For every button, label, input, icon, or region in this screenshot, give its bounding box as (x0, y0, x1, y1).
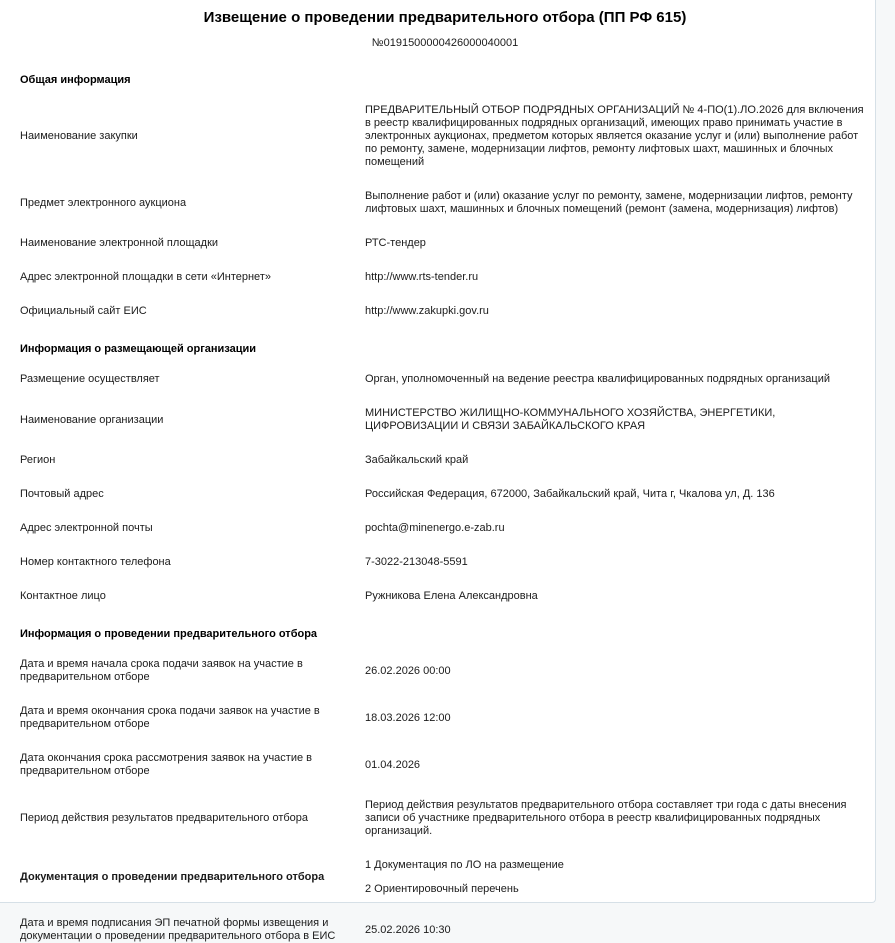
row-label: Контактное лицо (20, 590, 106, 602)
info-row (20, 752, 870, 778)
row-value (365, 759, 870, 772)
info-row (20, 407, 870, 433)
row-value (365, 590, 870, 603)
row-value-text: МИНИСТЕРСТВО ЖИЛИЩНО-КОММУНАЛЬНОГО ХОЗЯЙСТВА, ЭНЕРГЕТИКИ, ЦИФРОВИЗАЦИИ И СВЯЗИ ЗАБАЙКАЛЬСКОГО КРАЯ (365, 407, 776, 432)
info-row (20, 859, 870, 896)
section-rows (20, 658, 870, 943)
row-value (365, 859, 870, 896)
row-value-text: ПРЕДВАРИТЕЛЬНЫЙ ОТБОР ПОДРЯДНЫХ ОРГАНИЗАЦИЙ № 4-ПО(1).ЛО.2026 для включения в реестр квалифицированных подрядных организаций, имеющих право принимать участие в электронных аукционах, предметом которых является оказание услуг и (или) выполнение работ по ремонту, замене, модернизации лифтов, ремонту лифтовых шахт, машинных и блочных помещений (365, 104, 864, 168)
row-value (365, 799, 870, 838)
row-label: Дата окончания срока рассмотрения заявок на участие в предварительном отборе (20, 752, 313, 777)
section-header: Информация о размещающей организации (20, 343, 257, 355)
row-label: Дата и время подписания ЭП печатной формы извещения и документации о проведении предварительного отбора в ЕИС (20, 917, 336, 942)
row-label: Официальный сайт ЕИС (20, 305, 147, 317)
row-value (365, 373, 870, 386)
row-value (365, 665, 870, 678)
info-row (20, 522, 870, 535)
section-rows (20, 104, 870, 318)
row-value-text: Российская Федерация, 672000, Забайкальский край, Чита г, Чкалова ул, Д. 136 (365, 488, 775, 500)
info-row (20, 454, 870, 467)
info-row (20, 190, 870, 216)
row-value (365, 305, 870, 318)
row-label: Наименование организации (20, 413, 164, 426)
info-row (20, 799, 870, 838)
info-row (20, 104, 870, 169)
section-header: Информация о проведении предварительного отбора (20, 628, 318, 640)
row-value (365, 488, 870, 501)
row-value-text: 01.04.2026 (365, 758, 421, 771)
info-row (20, 271, 870, 284)
row-value (365, 237, 870, 250)
row-value-text: 26.02.2026 00:00 (365, 664, 451, 677)
info-row (20, 305, 870, 318)
info-row (20, 488, 870, 501)
row-value-text: pochta@minenergo.e-zab.ru (365, 522, 505, 534)
row-label: Номер контактного телефона (20, 556, 171, 568)
row-value (365, 522, 870, 535)
row-label: Адрес электронной площадки в сети «Интернет» (20, 271, 271, 283)
info-section (20, 628, 870, 943)
section-rows (20, 373, 870, 603)
row-label: Почтовый адрес (20, 488, 104, 500)
row-label: Наименование закупки (20, 130, 138, 142)
section-header: Общая информация (20, 74, 131, 86)
row-value-text: Выполнение работ и (или) оказание услуг по ремонту, замене, модернизации лифтов, ремонту лифтовых шахт, машинных и блочных помещений (ремонт (замена, модернизация) лифтов) (365, 190, 853, 215)
row-value (365, 271, 870, 284)
row-label: Дата и время окончания срока подачи заявок на участие в предварительном отборе (20, 705, 320, 730)
page-title: Извещение о проведении предварительного отбора (ПП РФ 615) (203, 9, 687, 26)
row-label: Размещение осуществляет (20, 373, 160, 385)
notice-number: №0191500000426000040001 (371, 37, 519, 49)
info-row (20, 590, 870, 603)
row-value (365, 556, 870, 569)
info-row (20, 705, 870, 731)
row-label: Наименование электронной площадки (20, 237, 219, 249)
row-label: Предмет электронного аукциона (20, 196, 187, 209)
row-value-text: http://www.zakupki.gov.ru (365, 305, 489, 317)
info-row (20, 373, 870, 386)
row-value (365, 190, 870, 216)
info-row (20, 658, 870, 684)
row-value (365, 712, 870, 725)
row-value (365, 407, 870, 433)
info-row (20, 917, 870, 943)
row-label: Дата и время начала срока подачи заявок на участие в предварительном отборе (20, 658, 303, 683)
row-value-text: 18.03.2026 12:00 (365, 711, 451, 724)
document-link[interactable]: 1 Документация по ЛО на размещение (365, 859, 564, 871)
row-value-text: РТС-тендер (365, 237, 426, 249)
row-value-text: 25.02.2026 10:30 (365, 923, 451, 936)
row-label: Период действия результатов предварительного отбора (20, 812, 309, 824)
row-value (365, 104, 870, 169)
row-value-text: Забайкальский край (365, 454, 469, 466)
row-value-text: Период действия результатов предварительного отбора составляет три года с даты внесения записи об участнике предварительного отбора в реестр квалифицированных подрядных организаций. (365, 799, 847, 837)
row-value (365, 454, 870, 467)
info-row (20, 237, 870, 250)
document-link[interactable]: 2 Ориентировочный перечень (365, 883, 519, 895)
info-row (20, 556, 870, 569)
info-section (20, 74, 870, 318)
row-label: Регион (20, 454, 56, 466)
notice-body (20, 74, 870, 943)
row-label: Документация о проведении предварительного отбора (20, 871, 325, 883)
row-value-text: http://www.rts-tender.ru (365, 271, 479, 283)
row-value-text: Ружникова Елена Александровна (365, 590, 538, 602)
info-section (20, 343, 870, 603)
row-value-text: Орган, уполномоченный на ведение реестра квалифицированных подрядных организаций (365, 373, 830, 385)
row-label: Адрес электронной почты (20, 522, 153, 534)
row-value (365, 924, 870, 937)
row-value-text: 7-3022-213048-5591 (365, 556, 468, 568)
